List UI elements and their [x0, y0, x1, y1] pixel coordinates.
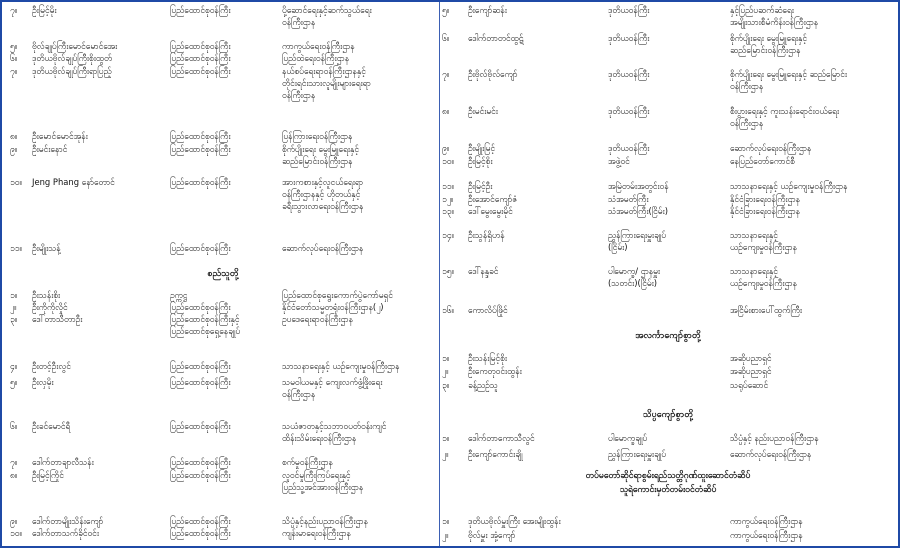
entry-number: ၁။: [442, 353, 450, 363]
entry-name: ဒေါ်မွေးမွေးမိုင်: [468, 206, 513, 216]
entry-number: ၉။: [10, 144, 18, 154]
section-title-a: အလင်္ကာကျော်စွာတို့: [635, 331, 701, 341]
entry-number: ၄။: [10, 361, 18, 371]
entry-ministry: အဆိုပညာရှင်: [730, 353, 772, 363]
entry-rank: ပါမောက္ခ/ ဌာနမှူး (သတင်း)(ငြိမ်း): [608, 266, 661, 288]
entry-number: ၅။: [10, 41, 18, 51]
entry-number: ၇။: [10, 5, 18, 15]
entry-number: ၁၁။: [442, 181, 454, 191]
entry-ministry: အားကစားနှင့်လူငယ်ရေးရာ ဝန်ကြီးဌာနနှင့် ဟိုတယ်နှင့် ခရီးသွားလာရေးဝန်ကြီးဌာန: [282, 177, 364, 211]
left-column: [10, 2, 436, 546]
entry-name: ဦးကိုကိုလှိုင်: [32, 302, 68, 312]
entry-rank: ပြည်ထောင်စုဝန်ကြီး: [170, 177, 231, 187]
entry-rank: ပြည်ထောင်စုဝန်ကြီး: [170, 361, 231, 371]
entry-ministry: ဆောက်လုပ်ရေးဝန်ကြီးဌာန: [282, 243, 364, 253]
entry-rank: ပြည်ထောင်စုဝန်ကြီး: [170, 144, 231, 154]
entry-rank: ပြည်ထောင်စုဝန်ကြီး: [170, 516, 231, 526]
entry-ministry: စက်မှုဝန်ကြီးဌာန: [282, 457, 333, 467]
entry-name: ဒေါ်တာသီတာဦး: [32, 314, 83, 324]
entry-ministry: သိပ္ပံနှင့်နည်းပညာဝန်ကြီးဌာန: [282, 516, 368, 526]
entry-name: ဒေါက်တာကောသီလွင်: [468, 433, 535, 443]
entry-number: ၁၃။: [442, 206, 454, 216]
entry-name: ဦးဗိုလ်ဗိုလ်ကျော်: [468, 69, 518, 79]
entry-number: ၆။: [10, 421, 18, 431]
entry-rank: ဒုတိယဝန်ကြီး: [608, 33, 650, 43]
entry-rank: သံအမတ်ကြီး: [608, 194, 649, 204]
entry-rank: ဥက္ကဋ္ဌ: [170, 290, 188, 300]
section-title-c2: သူရဲကောင်းမှတ်တမ်းဝင်တံဆိပ်: [619, 485, 717, 495]
entry-number: ၈။: [10, 131, 18, 141]
entry-rank: ဒုတိယဝန်ကြီး: [608, 5, 650, 15]
entry-name: ဦးမြင့်ကြိုင်: [32, 470, 64, 480]
entry-number: ၂။: [10, 302, 17, 312]
entry-name: ဗိုလ်မှူး အုံ့ကျော်: [468, 530, 516, 540]
entry-name: ဦးကျော်ဆန်း: [468, 5, 507, 15]
entry-ministry: သာသနာရေးနှင့် ယဉ်ကျေးမှုဝန်ကြီးဌာန: [730, 266, 797, 288]
entry-name: ဦးကေတုဝင်းထွန်း: [468, 366, 522, 376]
entry-ministry: သယံဇာတနှင့်သဘာဝပတ်ဝန်းကျင် ထိန်းသိမ်းရေးဝန်ကြီးဌာန: [282, 421, 387, 443]
entry-ministry: စိုက်ပျိုးရေး မွေးမြူရေးနှင့် ဆည်မြောင်းဝန်ကြီးဌာန: [730, 33, 808, 55]
entry-name: ဗိုလ်ချုပ်ကြီးမောင်မောင်အေး: [32, 41, 118, 51]
entry-rank: ပါမောက္ခချုပ်: [608, 433, 648, 443]
entry-name: ဦးမြင့်ဦး: [468, 181, 493, 191]
entry-number: ၁၀။: [10, 528, 22, 538]
entry-name: ဦးမောင်မောင်အုန်း: [32, 131, 88, 141]
entry-number: ၁၁။: [10, 243, 22, 253]
entry-rank: ပြည်ထောင်စုဝန်ကြီး: [170, 66, 231, 76]
entry-name: ဦးသွန်ရှိဟန်: [468, 230, 505, 240]
entry-number: ၁။: [442, 433, 450, 443]
entry-name: ဦးသန်းမြင့်စိုး: [468, 353, 508, 363]
entry-rank: ညွှန်ကြားရေးမှူးချုပ် (ငြိမ်း): [608, 230, 667, 252]
entry-rank: ပြည်ထောင်စုဝန်ကြီး: [170, 528, 231, 538]
entry-number: ၆။: [442, 33, 450, 43]
entry-name: ဦးမျိုးမြင့်: [468, 143, 496, 153]
section-title-c: တပ်မတော်ဆိုင်ရာစွမ်းရည်သတ္တိဂုဏ်ထူးဆောင်တံဆိပ်: [585, 471, 751, 481]
entry-number: ၂။: [442, 449, 449, 459]
entry-number: ၅။: [442, 5, 450, 15]
entry-rank: ညွှန်ကြားရေးမှူးချုပ်: [608, 449, 667, 459]
entry-ministry: လူဝင်မှုကြီးကြပ်ရေးနှင့် ပြည်သူ့အင်အားဝန်ကြီးဌာန: [282, 470, 364, 492]
entry-rank: ပြည်ထောင်စုဝန်ကြီး: [170, 457, 231, 467]
entry-rank: ပြည်ထောင်စုဝန်ကြီး: [170, 53, 231, 63]
section-title-left: စည်သူတို့: [207, 269, 239, 279]
entry-number: ၁၂။: [442, 194, 454, 204]
entry-ministry: သမဝါယမနှင့် ကျေးလက်ဖွံ့ဖြိုးရေး ဝန်ကြီးဌာန: [282, 377, 383, 399]
entry-ministry: ပြန်ကြားရေးဝန်ကြီးဌာန: [282, 131, 353, 141]
entry-number: ၁။: [10, 290, 18, 300]
entry-number: ၇။: [10, 457, 18, 467]
entry-rank: ပြည်ထောင်စုဝန်ကြီး: [170, 41, 231, 51]
entry-ministry: နိုင်ငံတော်သမ္မတရုံးဝန်ကြီးဌာန(၂): [282, 302, 384, 312]
entry-ministry: သိပ္ပံနှင့် နည်းပညာဝန်ကြီးဌာန: [730, 433, 819, 443]
entry-ministry: ပို့ဆောင်ရေးနှင့်ဆက်သွယ်ရေး ဝန်ကြီးဌာန: [282, 5, 372, 27]
entry-name: ဦးမင်းမင်း: [468, 106, 498, 116]
entry-rank: ပြည်ထောင်စုဝန်ကြီး: [170, 421, 231, 431]
entry-ministry: သာသနာရေးနှင့် ယဉ်ကျေးမှုဝန်ကြီးဌာန: [730, 230, 797, 252]
entry-ministry: စိုက်ပျိုးရေး မွေးမြူရေးနှင့် ဆည်မြောင်း ဝန်ကြီးဌာန: [730, 69, 847, 91]
entry-name: ဒေါက်တာတင်ထွဋ်: [468, 33, 524, 43]
entry-number: ၁၅။: [442, 266, 454, 276]
entry-ministry: အငြိမ်းစားပေါ်ထွက်ကြီး: [730, 305, 803, 315]
entry-name: ဦးမျိုးသန့်: [32, 243, 61, 253]
entry-name: ခန့်ညဉ်သူ: [468, 380, 498, 390]
entry-ministry: အဆိုပညာရှင်: [730, 366, 772, 376]
entry-name: ဒေါက်တာသက်ခိုင်ဝင်း: [32, 528, 99, 538]
entry-rank: ပြည်ထောင်စုဝန်ကြီး: [170, 131, 231, 141]
entry-name: ဦးကျော်ကောင်းချို: [468, 449, 523, 459]
entry-number: ၇။: [10, 66, 18, 76]
entry-number: ၉။: [442, 143, 450, 153]
entry-name: Jeng Phang နော်တောင်: [32, 177, 115, 187]
entry-name: ကောလိပ်ဖြိုင်: [468, 305, 508, 315]
entry-rank: သံအမတ်ကြီး(ငြိမ်း): [608, 206, 668, 216]
entry-name: ဒုတိယဗိုလ်ချုပ်ကြီးစိုးထွတ်: [32, 53, 113, 63]
entry-ministry: စီးပွားရေးနှင့် ကူးသန်းရောင်းဝယ်ရေး ဝန်ကြီးဌာန: [730, 106, 840, 128]
entry-ministry: ဆောက်လုပ်ရေးဝန်ကြီးဌာန: [730, 143, 812, 153]
entry-name: ဦးသန်းစိုး: [32, 290, 61, 300]
entry-name: ဒေါ်နန္ဒခင်: [468, 266, 499, 276]
entry-rank: ပြည်ထောင်စုဝန်ကြီးနှင့် ပြည်ထောင်စုရှေ့နေချုပ်: [170, 314, 241, 336]
entry-ministry: သရုပ်ဆောင်: [730, 380, 769, 390]
entry-name: ဒုတိယဗိုလ်မှူးကြီး အေးမျိုးထွန်း: [468, 516, 561, 526]
entry-number: ၁၀။: [10, 177, 22, 187]
entry-number: ၈။: [442, 106, 450, 116]
entry-number: ၃။: [442, 380, 450, 390]
entry-number: ၁၀။: [442, 156, 454, 166]
entry-rank: ပြည်ထောင်စုဝန်ကြီး: [170, 5, 231, 15]
entry-name: ဦးအောင်ကျော်ဇံ: [468, 194, 518, 204]
entry-ministry: ကျန်းမာရေးဝန်ကြီးဌာန: [282, 528, 351, 538]
entry-ministry: နှင့်ပြည်ပဆက်ဆံရေး အမျိုးသားစီမံကိန်းဝန်ကြီးဌာန: [730, 5, 819, 27]
entry-number: ၃။: [10, 314, 18, 324]
entry-ministry: သာသနာရေးနှင့် ယဉ်ကျေးမှုဝန်ကြီးဌာန: [282, 361, 400, 371]
entry-rank: ပြည်ထောင်စုဝန်ကြီး: [170, 243, 231, 253]
entry-rank: ဒုတိယဝန်ကြီး: [608, 106, 650, 116]
entry-number: ၆။: [10, 53, 18, 63]
entry-rank: ဒုတိယဝန်ကြီး: [608, 69, 650, 79]
entry-name: ဦးမင်းနောင်: [32, 144, 68, 154]
entry-rank: အမြဲတမ်းအတွင်းဝန်: [608, 181, 669, 191]
entry-ministry: ကာကွယ်ရေးဝန်ကြီးဌာန: [282, 41, 355, 51]
entry-rank: အဖွဲ့ဝင်: [608, 156, 630, 166]
entry-ministry: နိုင်ငံခြားရေးဝန်ကြီးဌာန: [730, 194, 800, 204]
entry-ministry: စိုက်ပျိုးရေး မွေးမြူရေးနှင့် ဆည်မြောင်းဝန်ကြီးဌာန: [282, 144, 360, 166]
entry-ministry: ပြည်ထောင်စုရွေးကောက်ပွဲကော်မရှင်: [282, 290, 393, 300]
entry-name: ဦးတင့်ဦးလွင်: [32, 361, 71, 371]
entry-ministry: ပြည်ထဲရေးဝန်ကြီးဌာန: [282, 53, 350, 63]
entry-ministry: သာသနာရေးနှင့် ယဉ်ကျေးမှုဝန်ကြီးဌာန: [730, 181, 848, 191]
entry-number: ၉။: [10, 516, 18, 526]
entry-ministry: ဥပဒေရေးရာဝန်ကြီးဌာန: [282, 314, 353, 324]
section-title-b: သိပ္ပကျော်စွာတို့: [642, 410, 694, 420]
entry-number: ၈။: [10, 470, 18, 480]
entry-ministry: ကာကွယ်ရေးဝန်ကြီးဌာန: [730, 516, 803, 526]
entry-number: ၂။: [442, 530, 449, 540]
entry-number: ၇။: [442, 69, 450, 79]
column-divider: [439, 2, 440, 546]
entry-name: ဒုတိယဗိုလ်ချုပ်ကြီးရာပြည့်: [32, 66, 112, 76]
entry-rank: ပြည်ထောင်စုဝန်ကြီး: [170, 377, 231, 387]
entry-number: ၂။: [442, 366, 449, 376]
entry-name: ဦးမြင့်စိုး: [468, 156, 493, 166]
entry-ministry: နိုင်ငံခြားရေးဝန်ကြီးဌာန: [730, 206, 800, 216]
entry-number: ၁၄။: [442, 230, 454, 240]
entry-name: ဦးမြင့်မိုး: [32, 5, 57, 15]
entry-ministry: ဆောက်လုပ်ရေးဝန်ကြီးဌာန: [730, 449, 812, 459]
entry-ministry: နေပြည်တော်ကောင်စီ: [730, 156, 795, 166]
right-column: [442, 2, 894, 546]
entry-name: ဦးခင်မောင်ရီ: [32, 421, 71, 431]
entry-number: ၁။: [442, 516, 450, 526]
entry-rank: ပြည်ထောင်စုဝန်ကြီး: [170, 302, 231, 312]
entry-rank: ပြည်ထောင်စုဝန်ကြီး: [170, 470, 231, 480]
entry-name: ဦးလှမိုး: [32, 377, 54, 387]
entry-name: ဒေါက်တာချာလီသန်း: [32, 457, 94, 467]
entry-name: ဒေါက်တာမျိုးသိန်းကျော်: [32, 516, 104, 526]
entry-rank: ဒုတိယဝန်ကြီး: [608, 143, 650, 153]
entry-ministry: နယ်စပ်ရေးရာဝန်ကြီးဌာနနှင့် တိုင်းရင်းသားလူမျိုးများရေးရာ ဝန်ကြီးဌာန: [282, 66, 371, 100]
entry-number: ၁၆။: [442, 305, 454, 315]
entry-number: ၅။: [10, 377, 18, 387]
entry-ministry: ကာကွယ်ရေးဝန်ကြီးဌာန: [730, 530, 803, 540]
